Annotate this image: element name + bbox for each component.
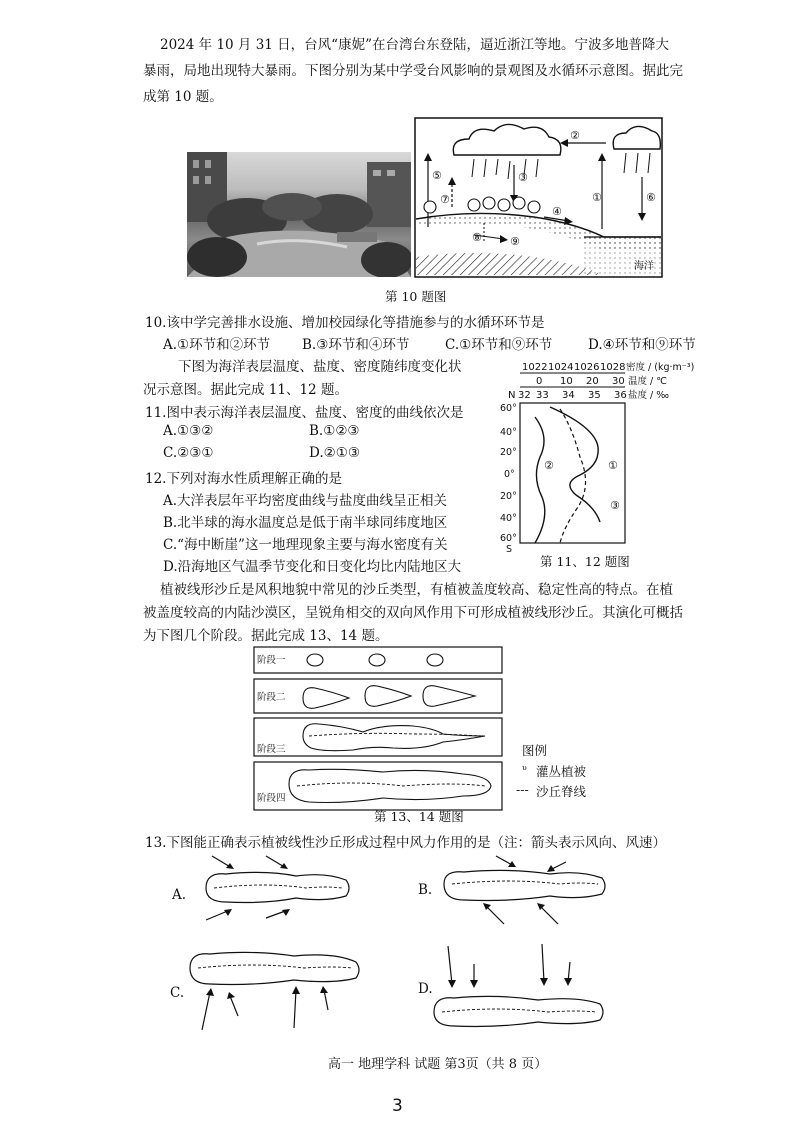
legend-ridge: 沙丘脊线 — [536, 784, 587, 799]
q11-option-d[interactable]: D.②①③ — [309, 445, 360, 461]
q13-option-a-diagram[interactable] — [186, 852, 354, 932]
q13-option-d-diagram[interactable] — [428, 942, 608, 1038]
q10-option-a[interactable]: A.①环节和②环节 — [163, 337, 271, 353]
north-label: N — [508, 390, 516, 401]
curve-label-3: ③ — [610, 499, 620, 512]
cycle-label-6: ⑥ — [646, 191, 656, 204]
legend-title: 图例 — [522, 743, 548, 758]
lat-tick-40n: 40° — [500, 427, 517, 438]
salinity-tick-32: 32 — [518, 390, 531, 401]
dune-stages-figure — [253, 646, 503, 814]
q13-option-b-diagram[interactable] — [430, 852, 610, 932]
south-label: S — [506, 544, 513, 553]
curve-label-1: ① — [608, 459, 618, 472]
density-axis-label: 密度 / (kg·m⁻³) — [626, 362, 695, 373]
intro3-line3: 为下图几个阶段。据此完成 13、14 题。 — [143, 628, 389, 644]
water-cycle-diagram — [414, 117, 663, 278]
q11-stem: 11.图中表示海洋表层温度、盐度、密度的曲线依次是 — [145, 405, 464, 421]
temp-tick-30: 30 — [612, 376, 625, 387]
footer-text: 高一 地理学科 试题 第3页（共 8 页） — [328, 1057, 548, 1072]
fig10-caption: 第 10 题图 — [385, 289, 447, 304]
intro1-line1: 2024 年 10 月 31 日，台风“康妮”在台湾台东登陆，逼近浙江等地。宁波多地普降大 — [160, 37, 669, 53]
stage-1-label: 阶段一 — [257, 655, 286, 666]
q11-option-a[interactable]: A.①③② — [163, 423, 214, 439]
cycle-label-1: ① — [592, 191, 602, 204]
salinity-tick-33: 33 — [536, 390, 549, 401]
q12-stem: 12.下列对海水性质理解正确的是 — [145, 471, 342, 487]
lat-tick-40s: 40° — [500, 513, 517, 524]
q10-option-c[interactable]: C.①环节和⑨环节 — [445, 337, 553, 353]
curve-label-2: ② — [544, 459, 554, 472]
salinity-tick-36: 36 — [614, 390, 627, 401]
cycle-label-8: ⑧ — [472, 231, 482, 244]
salinity-tick-34: 34 — [562, 390, 575, 401]
density-tick-1026: 1026 — [574, 362, 600, 373]
ocean-property-chart — [480, 357, 712, 553]
q13-option-d[interactable]: D. — [418, 981, 433, 997]
q12-option-a[interactable]: A.大洋表层年平均密度曲线与盐度曲线呈正相关 — [163, 493, 448, 509]
q13-option-c-diagram[interactable] — [184, 944, 364, 1034]
intro3-line2: 被盖度较高的内陆沙漠区，呈锐角相交的双向风作用下可形成植被线形沙丘。其演化可概括 — [143, 605, 683, 621]
fig13-caption: 第 13、14 题图 — [374, 809, 464, 824]
cycle-label-4: ④ — [552, 205, 562, 218]
lat-tick-60s: 60° — [500, 533, 517, 544]
intro2-line2: 况示意图。据此完成 11、12 题。 — [143, 382, 348, 398]
lat-tick-0: 0° — [504, 469, 515, 480]
legend-shrub: 灌丛植被 — [536, 764, 587, 779]
lat-tick-60n: 60° — [500, 403, 517, 414]
density-tick-1028: 1028 — [600, 362, 626, 373]
cycle-label-2: ② — [570, 129, 580, 142]
temp-tick-0: 0 — [536, 376, 543, 387]
intro2-line1: 下图为海洋表层温度、盐度、密度随纬度变化状 — [178, 359, 462, 375]
lat-tick-20s: 20° — [500, 491, 517, 502]
cycle-label-7: ⑦ — [440, 193, 450, 206]
cycle-label-9: ⑨ — [510, 235, 520, 248]
q11-option-c[interactable]: C.②③① — [163, 445, 214, 461]
q10-stem: 10.该中学完善排水设施、增加校园绿化等措施参与的水循环环节是 — [145, 315, 545, 331]
salinity-axis-label: 盐度 / ‰ — [628, 390, 669, 401]
intro3-line1: 植被线形沙丘是风积地貌中常见的沙丘类型，有植被盖度较高、稳定性高的特点。在植 — [160, 582, 673, 598]
q12-option-c[interactable]: C.“海中断崖”这一地理现象主要与海水密度有关 — [163, 537, 448, 553]
q13-stem: 13.下图能正确表示植被线性沙丘形成过程中风力作用的是（注：箭头表示风向、风速） — [145, 835, 666, 851]
salinity-tick-35: 35 — [588, 390, 601, 401]
page-number: 3 — [392, 1096, 403, 1116]
lat-tick-20n: 20° — [500, 447, 517, 458]
density-tick-1024: 1024 — [548, 362, 574, 373]
q13-option-c[interactable]: C. — [170, 985, 185, 1001]
shrub-legend-symbol: ᶹ — [522, 762, 527, 777]
q12-option-d[interactable]: D.沿海地区气温季节变化和日变化均比内陆地区大 — [163, 559, 462, 575]
temp-axis-label: 温度 / ℃ — [628, 376, 667, 387]
fig11-caption: 第 11、12 题图 — [540, 554, 630, 569]
stage-3-label: 阶段三 — [257, 744, 286, 755]
cycle-label-3: ③ — [518, 171, 528, 184]
campus-flood-photo — [187, 152, 411, 277]
q13-option-a[interactable]: A. — [172, 887, 187, 903]
q10-option-b[interactable]: B.③环节和④环节 — [302, 337, 410, 353]
q13-option-b[interactable]: B. — [418, 882, 433, 898]
q11-option-b[interactable]: B.①②③ — [309, 423, 360, 439]
stage-2-label: 阶段二 — [257, 692, 286, 703]
density-tick-1022: 1022 — [522, 362, 548, 373]
q12-option-b[interactable]: B.北半球的海水温度总是低于南半球同纬度地区 — [163, 515, 448, 531]
temp-tick-20: 20 — [586, 376, 599, 387]
ocean-label: 海洋 — [634, 261, 654, 272]
q10-option-d[interactable]: D.④环节和⑨环节 — [588, 337, 696, 353]
cycle-label-5: ⑤ — [432, 169, 442, 182]
temp-tick-10: 10 — [560, 376, 573, 387]
ridge-legend-symbol: --- — [516, 782, 529, 797]
stage-4-label: 阶段四 — [257, 793, 286, 804]
intro1-line2: 暴雨，局地出现特大暴雨。下图分别为某中学受台风影响的景观图及水循环示意图。据此完 — [143, 63, 683, 79]
intro1-line3: 成第 10 题。 — [143, 89, 223, 105]
